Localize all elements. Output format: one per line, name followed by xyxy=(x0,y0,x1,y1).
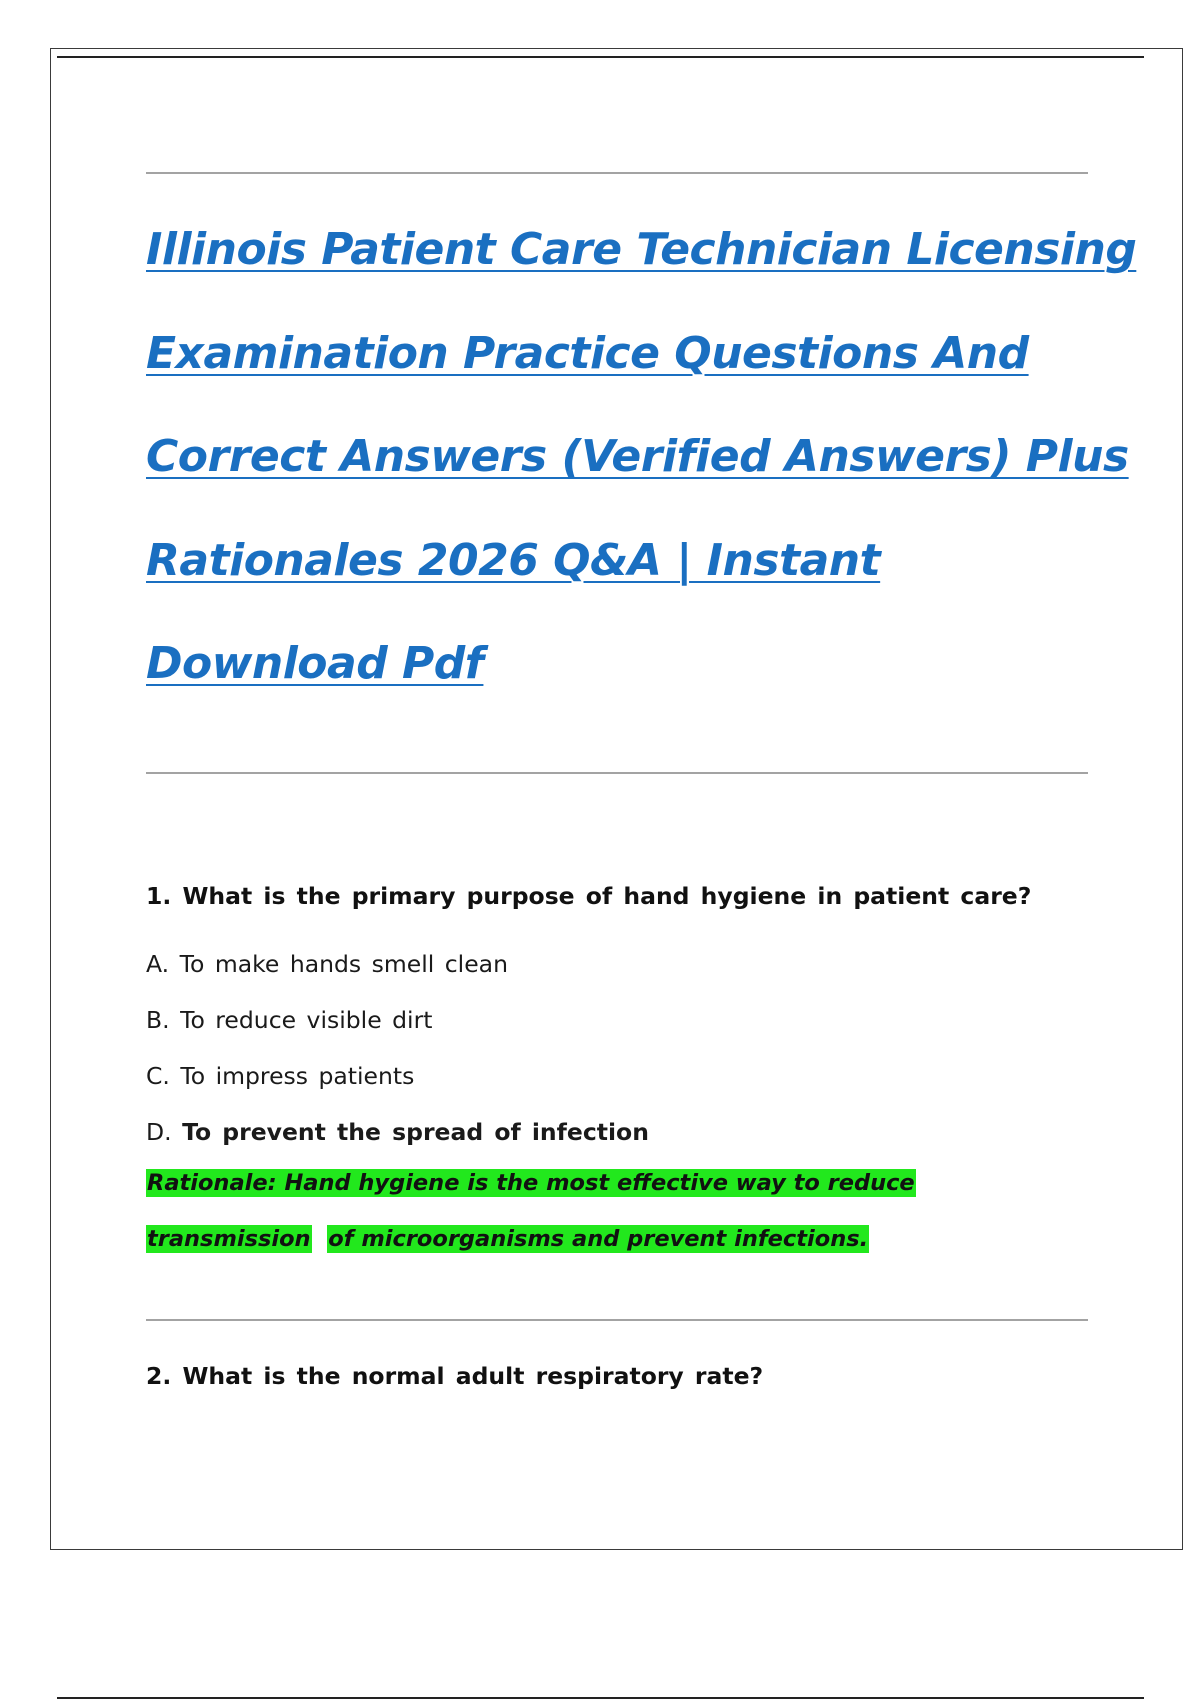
title-line[interactable] xyxy=(146,415,1129,519)
divider-top xyxy=(146,172,1088,174)
rationale-highlight: transmission xyxy=(147,1226,311,1252)
option-b xyxy=(146,1004,1096,1060)
top-rule xyxy=(57,56,1144,58)
title-line[interactable] xyxy=(146,622,1096,726)
question-1-text: 1. What is the primary purpose of hand hygiene in patient care? xyxy=(146,882,1032,910)
divider-after-title xyxy=(146,772,1088,774)
option-d-correct xyxy=(146,1116,1096,1172)
title-line[interactable] xyxy=(146,519,1096,623)
option-text-correct: To prevent the spread of infection xyxy=(182,1118,649,1146)
option-text: To make hands smell clean xyxy=(179,950,508,978)
option-letter: A. xyxy=(146,950,170,978)
bottom-rule xyxy=(57,1697,1144,1699)
title-line[interactable] xyxy=(146,312,1096,416)
option-text: To reduce visible dirt xyxy=(180,1006,433,1034)
rationale-highlight: of microorganisms and prevent infections. xyxy=(328,1226,869,1252)
title-link-text[interactable]: Correct Answers (Verified Answers) Plus xyxy=(146,431,1129,482)
option-letter: C. xyxy=(146,1062,170,1090)
option-letter: D. xyxy=(146,1118,172,1146)
title-link-text[interactable]: Rationales 2026 Q&A | Instant xyxy=(146,534,881,586)
option-letter: B. xyxy=(146,1006,170,1034)
rationale-line-1 xyxy=(146,1166,1096,1222)
document-title[interactable] xyxy=(146,208,1137,726)
title-link-text[interactable]: Download Pdf xyxy=(146,638,484,689)
option-text: To impress patients xyxy=(180,1062,415,1090)
option-a xyxy=(146,948,1096,1004)
question-2-text: 2. What is the normal adult respiratory rate? xyxy=(146,1362,764,1390)
title-link-text[interactable]: Examination Practice Questions And xyxy=(146,327,1029,379)
rationale-highlight: Rationale: Hand hygiene is the most effective way to reduce xyxy=(147,1170,915,1196)
option-c xyxy=(146,1060,1096,1116)
rationale-line-2 xyxy=(146,1222,1096,1278)
title-link-text[interactable]: Illinois Patient Care Technician Licensing xyxy=(146,224,1137,275)
rationale xyxy=(146,1166,1096,1278)
title-line[interactable] xyxy=(146,208,1137,312)
question-1-options xyxy=(146,948,1096,1172)
divider-between-questions xyxy=(146,1319,1088,1321)
